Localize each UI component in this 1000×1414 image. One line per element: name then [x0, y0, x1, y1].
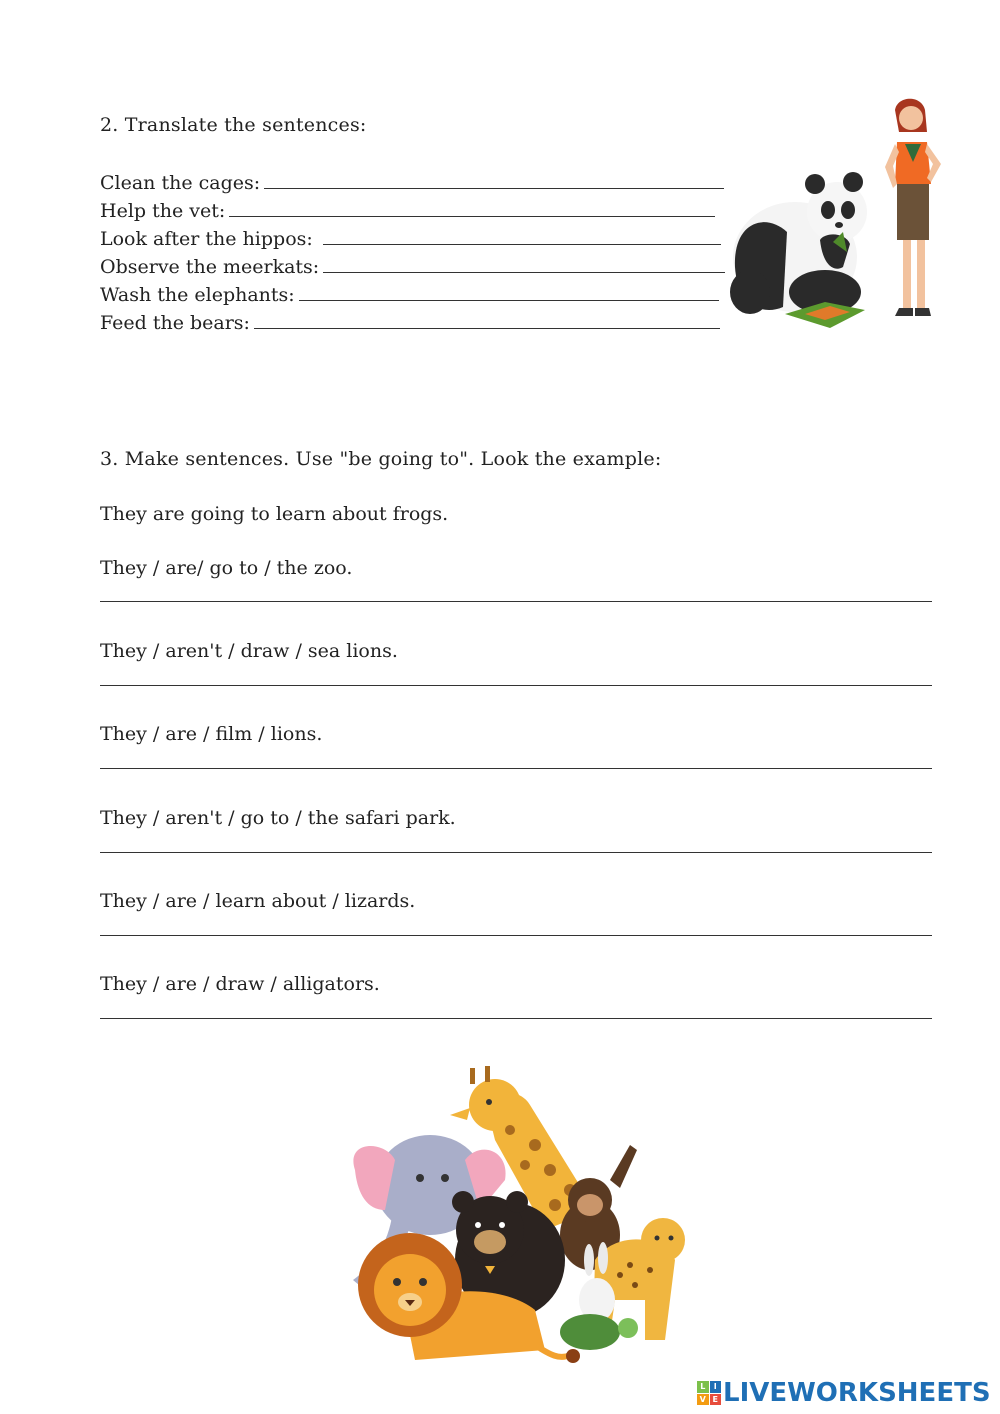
sentence-prompt: They / are / learn about / lizards.	[100, 890, 416, 912]
translate-row-2	[100, 194, 715, 222]
answer-line[interactable]	[100, 768, 932, 769]
answer-line[interactable]	[100, 601, 932, 602]
logo-text: LIVEWORKSHEETS	[723, 1378, 991, 1408]
translate-row-5	[100, 278, 719, 306]
translate-label: Wash the elephants:	[100, 284, 295, 306]
sentence-prompt: They / are / film / lions.	[100, 723, 323, 745]
answer-line[interactable]	[100, 935, 932, 936]
translate-answer-line[interactable]	[323, 244, 721, 245]
translate-answer-line[interactable]	[299, 300, 719, 301]
logo-letter: E	[710, 1394, 722, 1406]
section-2-title: 2. Translate the sentences:	[100, 114, 367, 136]
sentence-prompt: They / are/ go to / the zoo.	[100, 557, 353, 579]
translate-label: Feed the bears:	[100, 312, 250, 334]
translate-row-4	[100, 250, 725, 278]
animals-group-illustration	[345, 1060, 690, 1380]
logo-letter: I	[710, 1381, 722, 1393]
translate-label: Help the vet:	[100, 200, 226, 222]
sentence-prompt: They / aren't / go to / the safari park.	[100, 807, 456, 829]
translate-label: Clean the cages:	[100, 172, 261, 194]
translate-row-6	[100, 306, 720, 334]
translate-row-1	[100, 166, 724, 194]
answer-line[interactable]	[100, 1018, 932, 1019]
sentence-prompt: They / aren't / draw / sea lions.	[100, 640, 398, 662]
translate-label: Observe the meerkats:	[100, 256, 320, 278]
translate-label: Look after the hippos:	[100, 228, 313, 250]
example-sentence: They are going to learn about frogs.	[100, 503, 449, 525]
answer-line[interactable]	[100, 852, 932, 853]
translate-answer-line[interactable]	[229, 216, 715, 217]
translate-answer-line[interactable]	[254, 328, 720, 329]
logo-mark-icon	[697, 1381, 721, 1405]
panda-zookeeper-illustration	[725, 92, 960, 332]
turtle	[560, 1314, 638, 1350]
logo-letter: L	[697, 1381, 709, 1393]
liveworksheets-logo[interactable]	[697, 1378, 991, 1408]
sentence-prompt: They / are / draw / alligators.	[100, 973, 380, 995]
translate-row-3	[100, 222, 721, 250]
answer-line[interactable]	[100, 685, 932, 686]
translate-answer-line[interactable]	[264, 188, 724, 189]
logo-letter: V	[697, 1394, 709, 1406]
translate-answer-line[interactable]	[323, 272, 725, 273]
section-3-title: 3. Make sentences. Use "be going to". Look the example:	[100, 448, 662, 470]
zookeeper	[885, 99, 941, 316]
